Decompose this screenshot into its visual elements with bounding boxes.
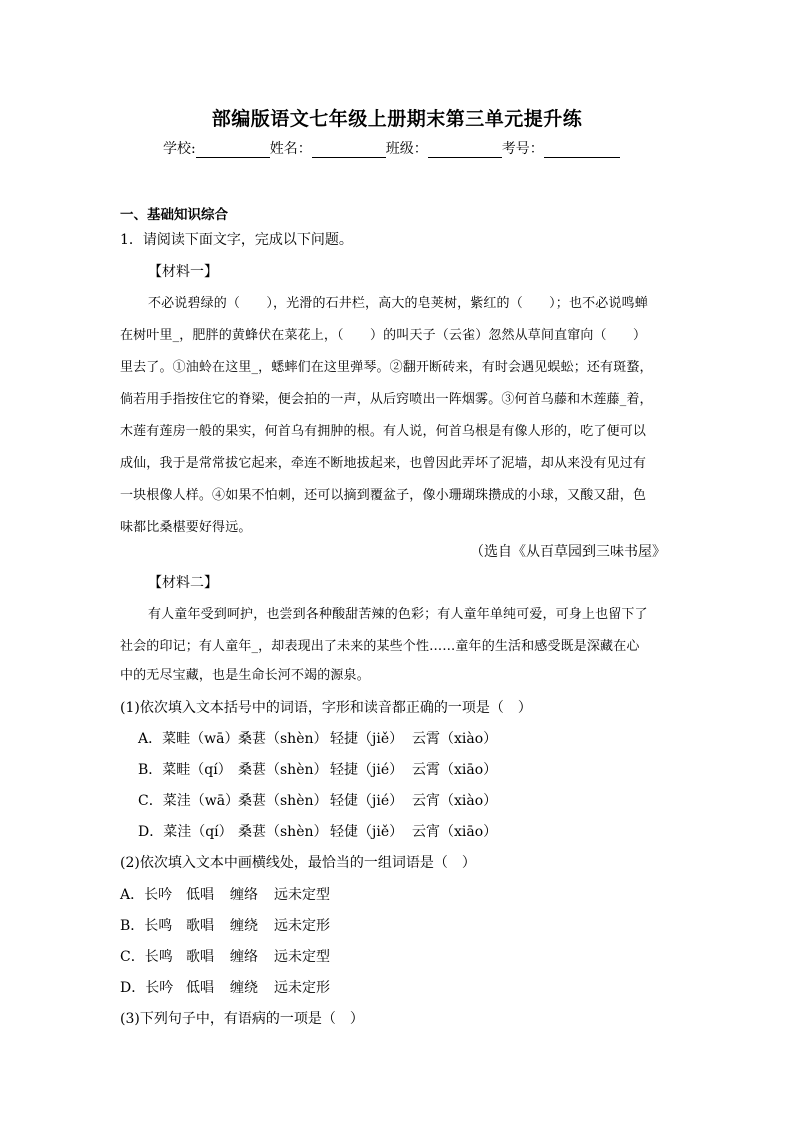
option-word: 缠绕	[230, 918, 258, 934]
material-2-line: 有人童年受到呵护，也尝到各种酸甜苦辣的色彩；有人童年单纯可爱，可身上也留下了	[148, 607, 648, 622]
material-2-label: 【材料二】	[148, 575, 218, 591]
sub1-option-b[interactable]	[138, 759, 497, 779]
material-1-line: 倘若用手指按住它的脊梁，便会拍的一声，从后窍喷出一阵烟雾。③何首乌藤和木莲藤_着，	[120, 392, 653, 407]
material-1-line: 里去了。①油蛉在这里_，蟋蟀们在这里弹琴。②翻开断砖来，有时会遇见蜈蚣；还有斑蝥，	[120, 360, 653, 375]
material-1-line: 一块根像人样。④如果不怕刺，还可以摘到覆盆子，像小珊瑚珠攒成的小球，又酸又甜，色	[120, 488, 647, 503]
sub1-option-d[interactable]	[138, 821, 497, 841]
name-label: 姓名：	[269, 141, 312, 157]
option-word: A．长吟	[120, 887, 173, 903]
material-1-line: 成仙，我于是常常拔它起来，牵连不断地拔起来，也曾因此弄坏了泥墙，却从来没有见过有	[120, 456, 647, 471]
material-2-line: 中的无尽宝藏，也是生命长河不竭的源泉。	[120, 668, 370, 683]
option-word: 远未定型	[274, 887, 330, 903]
option-word: C．长鸣	[120, 949, 173, 965]
sub2-option-b[interactable]	[120, 915, 330, 935]
student-info-line	[163, 138, 620, 158]
option-word: 轻捷（jié）	[330, 762, 404, 778]
material-1-line: 不必说碧绿的（ ），光滑的石井栏，高大的皂荚树，紫红的（ ）；也不必说鸣蝉	[148, 296, 648, 311]
section-heading: 一、基础知识综合	[120, 207, 228, 223]
option-word: C．菜洼（wā）	[138, 793, 240, 809]
option-word: 缠络	[230, 887, 258, 903]
sub1-option-c[interactable]	[138, 790, 497, 810]
page-title: 部编版语文七年级上册期末第三单元提升练	[211, 108, 583, 130]
option-word: 缠绕	[230, 980, 258, 996]
option-word: 缠络	[230, 949, 258, 965]
option-word: 远未定形	[274, 980, 330, 996]
sub-question-2: (2)依次填入文本中画横线处，最恰当的一组词语是（ ）	[120, 855, 476, 871]
option-word: 桑葚（shèn）	[238, 731, 328, 747]
option-word: 云霄（xiāo）	[412, 762, 498, 778]
option-word: 轻倢（jié）	[330, 793, 404, 809]
option-word: B．长鸣	[120, 918, 173, 934]
sub2-option-d[interactable]	[120, 977, 330, 997]
option-word: D．菜洼（qí）	[138, 824, 233, 840]
class-blank[interactable]	[428, 143, 502, 158]
material-1-line: 在树叶里_，肥胖的黄蜂伏在菜花上，（ ）的叫天子（云雀）忽然从草间直窜向（ ）	[120, 328, 647, 343]
name-blank[interactable]	[312, 143, 386, 158]
material-1-line: 味都比桑椹要好得远。	[120, 520, 252, 535]
material-1-source: （选自《从百草园到三味书屋》	[470, 544, 666, 560]
option-word: 歌唱	[186, 949, 214, 965]
option-word: 远未定型	[274, 949, 330, 965]
material-1-label: 【材料一】	[148, 264, 218, 280]
option-word: 轻捷（jiě）	[330, 731, 404, 747]
material-2-line: 社会的印记；有人童年_，却表现出了未来的某些个性……童年的生活和感受既是深藏在心	[120, 639, 640, 654]
sub-question-1: (1)依次填入文本括号中的词语，字形和读音都正确的一项是（ ）	[120, 700, 532, 716]
option-word: 云宵（xiào）	[412, 793, 498, 809]
option-word: A．菜畦（wā）	[138, 731, 239, 747]
school-blank[interactable]	[196, 143, 270, 158]
school-label: 学校:	[163, 141, 196, 157]
material-1-line: 木莲有莲房一般的果实，何首乌有拥肿的根。有人说，何首乌根是有像人形的，吃了便可以	[120, 424, 647, 439]
option-word: 歌唱	[186, 918, 214, 934]
question-1: 1．请阅读下面文字，完成以下问题。	[120, 232, 353, 248]
option-word: 轻倢（jiě）	[330, 824, 404, 840]
option-word: 桑葚（shèn）	[238, 824, 328, 840]
option-word: 低唱	[186, 887, 214, 903]
exam-no-blank[interactable]	[544, 143, 620, 158]
sub2-option-a[interactable]	[120, 884, 330, 904]
option-word: B．菜畦（qí）	[138, 762, 232, 778]
sub1-option-a[interactable]	[138, 728, 497, 748]
option-word: 低唱	[186, 980, 214, 996]
option-word: D．长吟	[120, 980, 174, 996]
exam-no-label: 考号：	[501, 141, 544, 157]
option-word: 远未定形	[274, 918, 330, 934]
option-word: 云霄（xiào）	[412, 731, 498, 747]
option-word: 桑葚（shèn）	[238, 762, 328, 778]
sub2-option-c[interactable]	[120, 946, 330, 966]
option-word: 云宵（xiāo）	[412, 824, 498, 840]
sub-question-3: (3)下列句子中，有语病的一项是（ ）	[120, 1011, 364, 1027]
option-word: 桑葚（shèn）	[238, 793, 328, 809]
class-label: 班级：	[385, 141, 428, 157]
